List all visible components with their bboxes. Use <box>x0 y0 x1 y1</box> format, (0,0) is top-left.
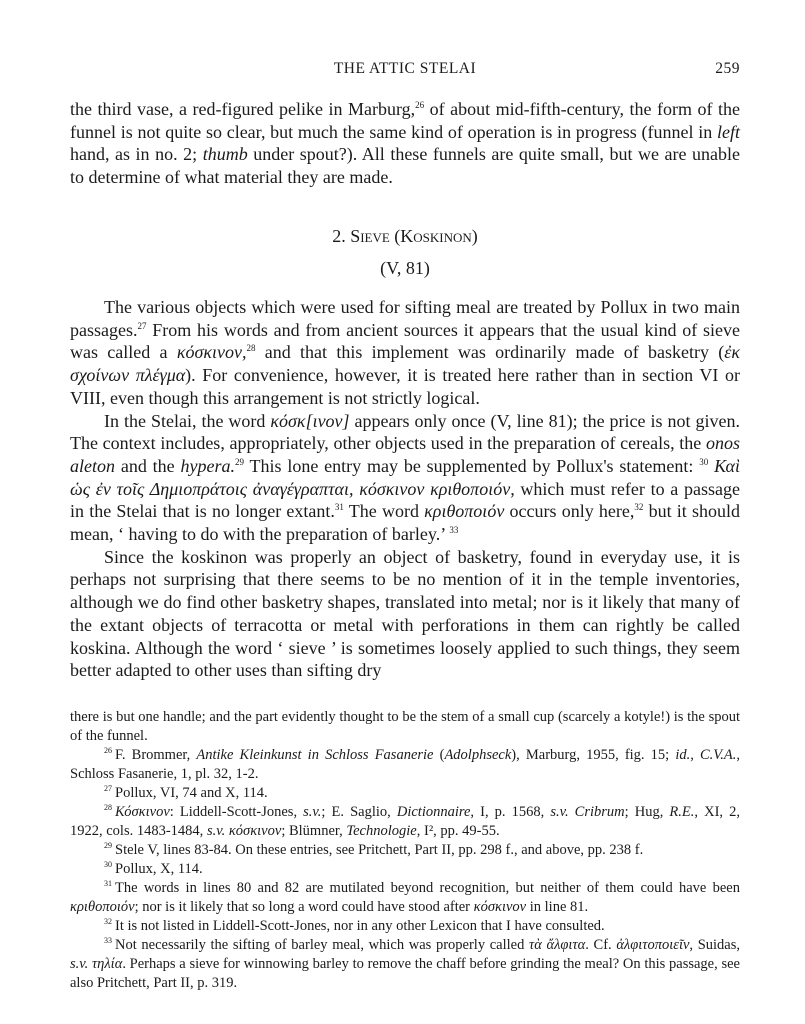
text-run: : Liddell-Scott-Jones, <box>169 804 304 820</box>
page-number: 259 <box>715 60 740 77</box>
footnote-30 <box>70 860 740 879</box>
section-title: Sieve (Koskinon) <box>350 226 478 246</box>
text-run: , Suidas, <box>689 937 741 953</box>
footnote-number: 27 <box>104 784 112 794</box>
footnote-27 <box>70 784 740 803</box>
text-run: ( <box>433 747 445 763</box>
text-run: F. Brommer, <box>115 747 197 763</box>
text-run: under spout?). All these funnels are quite small, but we are unable to determine of what material they are made. <box>70 144 740 188</box>
text-run: in line 81. <box>526 899 589 915</box>
text-run: , Schloss Fasanerie, 1, pl. 32, 1-2. <box>70 747 740 782</box>
footnote-ref-32: 32 <box>634 502 644 513</box>
text-run: which must refer to a passage in the Stelai that is no longer extant. <box>70 478 740 522</box>
text-run: ; E. Saglio, <box>321 804 397 820</box>
italic-run: left <box>717 121 740 142</box>
text-run: Not necessarily the sifting of barley meal, which was properly called <box>115 937 530 953</box>
body-text-top <box>70 98 740 189</box>
italic-run: s.v. <box>206 823 226 839</box>
text-run: and the <box>115 455 181 476</box>
text-run: , I², pp. 49-55. <box>416 823 500 839</box>
text-run: ), Marburg, 1955, fig. 15; <box>511 747 676 763</box>
footnote-ref-30: 30 <box>699 456 709 467</box>
text-run: . Cf. <box>585 937 617 953</box>
footnote-26 <box>70 746 740 784</box>
footnote-ref-28: 28 <box>246 343 256 354</box>
paragraph-funnels <box>70 98 740 189</box>
text-run: From his words and from ancient sources it appears that the usual kind of sieve was called a <box>70 319 740 363</box>
greek-run: κριθοποιόν <box>424 501 505 522</box>
greek-run: κόσκινον <box>473 899 527 915</box>
greek-run: τηλία <box>88 956 123 972</box>
paragraph-koskinon: Since the koskinon was properly an object of basketry, found in everyday use, it is perhaps not surprising that there seems to be no mention of it in the temple inventories, although we do find other basketry shapes, translated into metal; nor is it likely that many of the extant objects of terracotta or metal with perforations in them can rightly be called koskina. Although the word ‘ sieve ’ is sometimes loosely applied to such things, they seem better adapted to other uses than sifting dry <box>70 546 740 681</box>
text-run: , I, p. 1568, <box>470 804 551 820</box>
footnote-ref-29: 29 <box>234 456 244 467</box>
text-run: ; nor is it likely that so long a word could have stood after <box>134 899 474 915</box>
footnote-number: 28 <box>104 803 112 813</box>
text-run: This lone entry may be supplemented by Pollux's statement: <box>243 455 700 476</box>
greek-run: τὰ ἄλφιτα <box>529 937 586 953</box>
italic-run: Dictionnaire <box>396 804 471 820</box>
text-run: The words in lines 80 and 82 are mutilated beyond recognition, but neither of them could have been <box>115 880 740 896</box>
italic-run: s.v. Cribrum <box>550 804 625 820</box>
text-run: the third vase, a red-figured pelike in Marburg, <box>70 99 416 119</box>
section-heading <box>70 226 740 247</box>
italic-run: R.E. <box>669 804 695 820</box>
italic-run: s.v. <box>303 804 322 820</box>
text-run: ; Hug, <box>624 804 670 820</box>
footnote-29 <box>70 841 740 860</box>
footnote-ref-27: 27 <box>137 320 147 331</box>
text-run: appears only once (V, line 81); the price is not given. The context includes, appropriately, other objects used in the preparation of cereals, the <box>70 410 740 454</box>
text-run: In the Stelai, the word <box>104 410 271 431</box>
italic-run: onos aleton <box>70 433 740 476</box>
text-run: Pollux, VI, 74 and X, 114. <box>115 785 268 801</box>
greek-run: κόσκ[ινον] <box>270 410 350 431</box>
text-run: The various objects which were used for sifting meal are treated by Pollux in two main passages. <box>70 297 740 340</box>
body-text-main <box>70 296 740 682</box>
text-run: ). For convenience, however, it is treated here rather than in section VI or VIII, even though this arrangement is not strictly logical. <box>70 365 740 408</box>
text-run: occurs only here, <box>504 501 635 522</box>
footnote-ref-33: 33 <box>449 525 459 536</box>
footnote-33 <box>70 936 740 993</box>
footnote-31 <box>70 879 740 917</box>
footnote-number: 26 <box>104 746 112 756</box>
paragraph-stelai <box>70 410 740 546</box>
greek-run: κόσκινον <box>225 823 282 839</box>
greek-run: κόσκινον, <box>176 342 247 363</box>
italic-run: Adolphseck <box>444 747 512 763</box>
greek-run: Κόσκινον <box>115 804 170 820</box>
footnote-number: 30 <box>104 860 112 870</box>
text-run: and that this implement was ordinarily made of basketry ( <box>255 342 725 363</box>
running-title: THE ATTIC STELAI <box>333 60 477 77</box>
greek-run: ἀλφιτοποιεῖν <box>616 937 690 953</box>
italic-run: Antike Kleinkunst in Schloss Fasanerie <box>196 747 434 763</box>
text-run: . Perhaps a sieve for winnowing barley to remove the chaff before grinding the meal? On this passage, see also Pritchett, Part II, p. 319. <box>70 956 740 991</box>
greek-run: Καὶ ὡς ἐν τοῖς Δημιοπράτοις ἀναγέγραπται, κόσκινον κριθοποιόν, <box>70 455 741 499</box>
italic-run: hypera. <box>180 455 235 476</box>
footnote-continued: there is but one handle; and the part evidently thought to be the stem of a small cup (scarcely a kotyle!) is the spout of the funnel. <box>70 709 740 744</box>
footnote-number: 33 <box>104 936 112 946</box>
section-number: 2. <box>332 226 346 246</box>
paragraph-sifting <box>70 296 740 410</box>
italic-run: s.v. <box>70 956 89 972</box>
text-run: ; Blümner, <box>281 823 347 839</box>
footnote-28 <box>70 803 740 841</box>
text-run: hand, as in no. 2; <box>70 144 203 165</box>
text-run: It is not listed in Liddell-Scott-Jones, nor in any other Lexicon that I have consulted. <box>115 918 605 934</box>
text-run: of about mid-fifth-century, the form of the funnel is not quite so clear, but much the same kind of operation is in progress (funnel in <box>70 99 740 142</box>
footnote-32 <box>70 917 740 936</box>
text-run: , XI, 2, 1922, cols. 1483-1484, <box>70 804 740 839</box>
section-subheading: (V, 81) <box>380 258 430 278</box>
italic-run: Technologie <box>346 823 417 839</box>
text-run: Stele V, lines 83-84. On these entries, see Pritchett, Part II, pp. 298 f., and above, pp. 238 f. <box>115 842 644 858</box>
footnotes <box>70 708 740 993</box>
footnote-ref-31: 31 <box>334 502 344 513</box>
text-run: Pollux, X, 114. <box>115 861 203 877</box>
footnote-number: 32 <box>104 917 112 927</box>
text-run: The word <box>343 501 425 522</box>
footnote-number: 29 <box>104 841 112 851</box>
italic-run: id., C.V.A. <box>675 747 737 763</box>
footnote-number: 31 <box>104 879 112 889</box>
footnote-ref-26: 26 <box>415 100 425 110</box>
greek-run: ἐκ σχοίνων πλέγμα <box>70 342 741 386</box>
running-head <box>70 60 740 82</box>
greek-run: κριθοποιόν <box>70 899 135 915</box>
italic-run: thumb <box>202 144 248 165</box>
text-run: but it should mean, ‘ having to do with the preparation of barley.’ <box>70 501 741 545</box>
